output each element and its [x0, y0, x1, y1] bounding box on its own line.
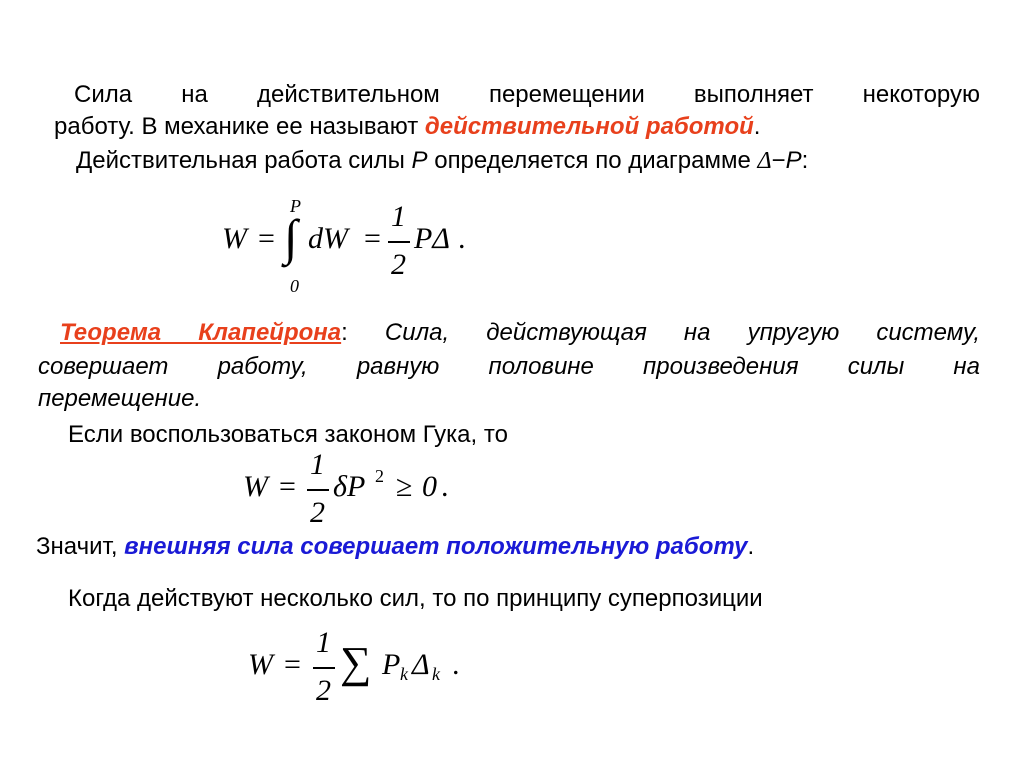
f2-denominator: 2	[310, 496, 325, 529]
f1-denominator: 2	[391, 248, 406, 281]
f2-exponent: 2	[375, 466, 384, 486]
positive-work-statement: внешняя сила совершает положительную работу	[124, 533, 748, 560]
p2-colon: :	[801, 147, 809, 174]
f1-lower-limit: 0	[290, 276, 299, 296]
hooke-law-text: Если воспользоваться законом Гука, то	[68, 421, 508, 448]
conclusion-period: .	[747, 533, 755, 560]
theorem-text-1: Сила, действующая на упругую систему,	[384, 319, 981, 346]
f2-period: .	[441, 470, 449, 503]
theorem-colon: :	[341, 319, 385, 346]
f1-period: .	[458, 222, 466, 255]
p2-text-2: определяется по диаграмме	[427, 147, 758, 174]
superposition-text: Когда действуют несколько сил, то по принципу суперпозиции	[68, 585, 763, 612]
f1-integral-sign: ∫	[284, 209, 298, 265]
p2-force-symbol-2: P	[785, 147, 802, 174]
f2-geq: ≥	[396, 470, 413, 503]
p2-force-symbol: P	[411, 147, 428, 174]
f3-sum-sign: ∑	[340, 638, 372, 687]
f3-k-2: k	[432, 664, 440, 684]
theorem-title: Теорема Клапейрона	[60, 319, 342, 346]
paragraph-1-line-2	[54, 112, 760, 142]
f1-fraction-bar	[388, 241, 410, 243]
f2-W: W	[243, 470, 268, 503]
theorem-line-1	[60, 318, 980, 348]
f3-P: P	[382, 648, 401, 681]
theorem-line-2: совершает работу, равную половине произведения силы на	[38, 353, 980, 380]
f3-equals: =	[284, 648, 301, 681]
f2-numerator: 1	[310, 448, 325, 481]
f1-P-delta: PΔ	[414, 222, 450, 255]
f2-fraction-bar	[307, 489, 329, 491]
f2-zero: 0	[422, 470, 437, 503]
f2-equals: =	[279, 470, 296, 503]
f1-equals: =	[258, 222, 275, 255]
f3-delta: Δ	[412, 648, 430, 681]
f1-W: W	[222, 222, 247, 255]
p2-text-1: Действительная работа силы	[76, 147, 412, 174]
theorem-line-3: перемещение.	[38, 385, 202, 412]
f3-period: .	[452, 648, 460, 681]
f3-numerator: 1	[316, 626, 331, 659]
f3-W: W	[248, 648, 273, 681]
actual-work-term: действительной работой	[424, 113, 754, 140]
p2-dash: −	[771, 147, 786, 174]
f1-dW: dW	[308, 222, 348, 255]
f1-upper-limit: P	[290, 196, 301, 216]
p1-period: .	[753, 113, 761, 140]
f3-fraction-bar	[313, 667, 335, 669]
f3-k-1: k	[400, 664, 408, 684]
f2-delta-P: δP	[333, 470, 366, 503]
p1-text: работу. В механике ее называют	[54, 113, 425, 140]
paragraph-1-line-1: Сила на действительном перемещении выполняет некоторую	[74, 81, 980, 108]
conclusion	[36, 532, 754, 562]
f1-numerator: 1	[391, 200, 406, 233]
f3-denominator: 2	[316, 674, 331, 707]
f1-equals-2: =	[364, 222, 381, 255]
paragraph-2	[76, 146, 808, 176]
p2-delta-symbol: Δ	[757, 148, 772, 174]
conclusion-text: Значит,	[36, 533, 125, 560]
